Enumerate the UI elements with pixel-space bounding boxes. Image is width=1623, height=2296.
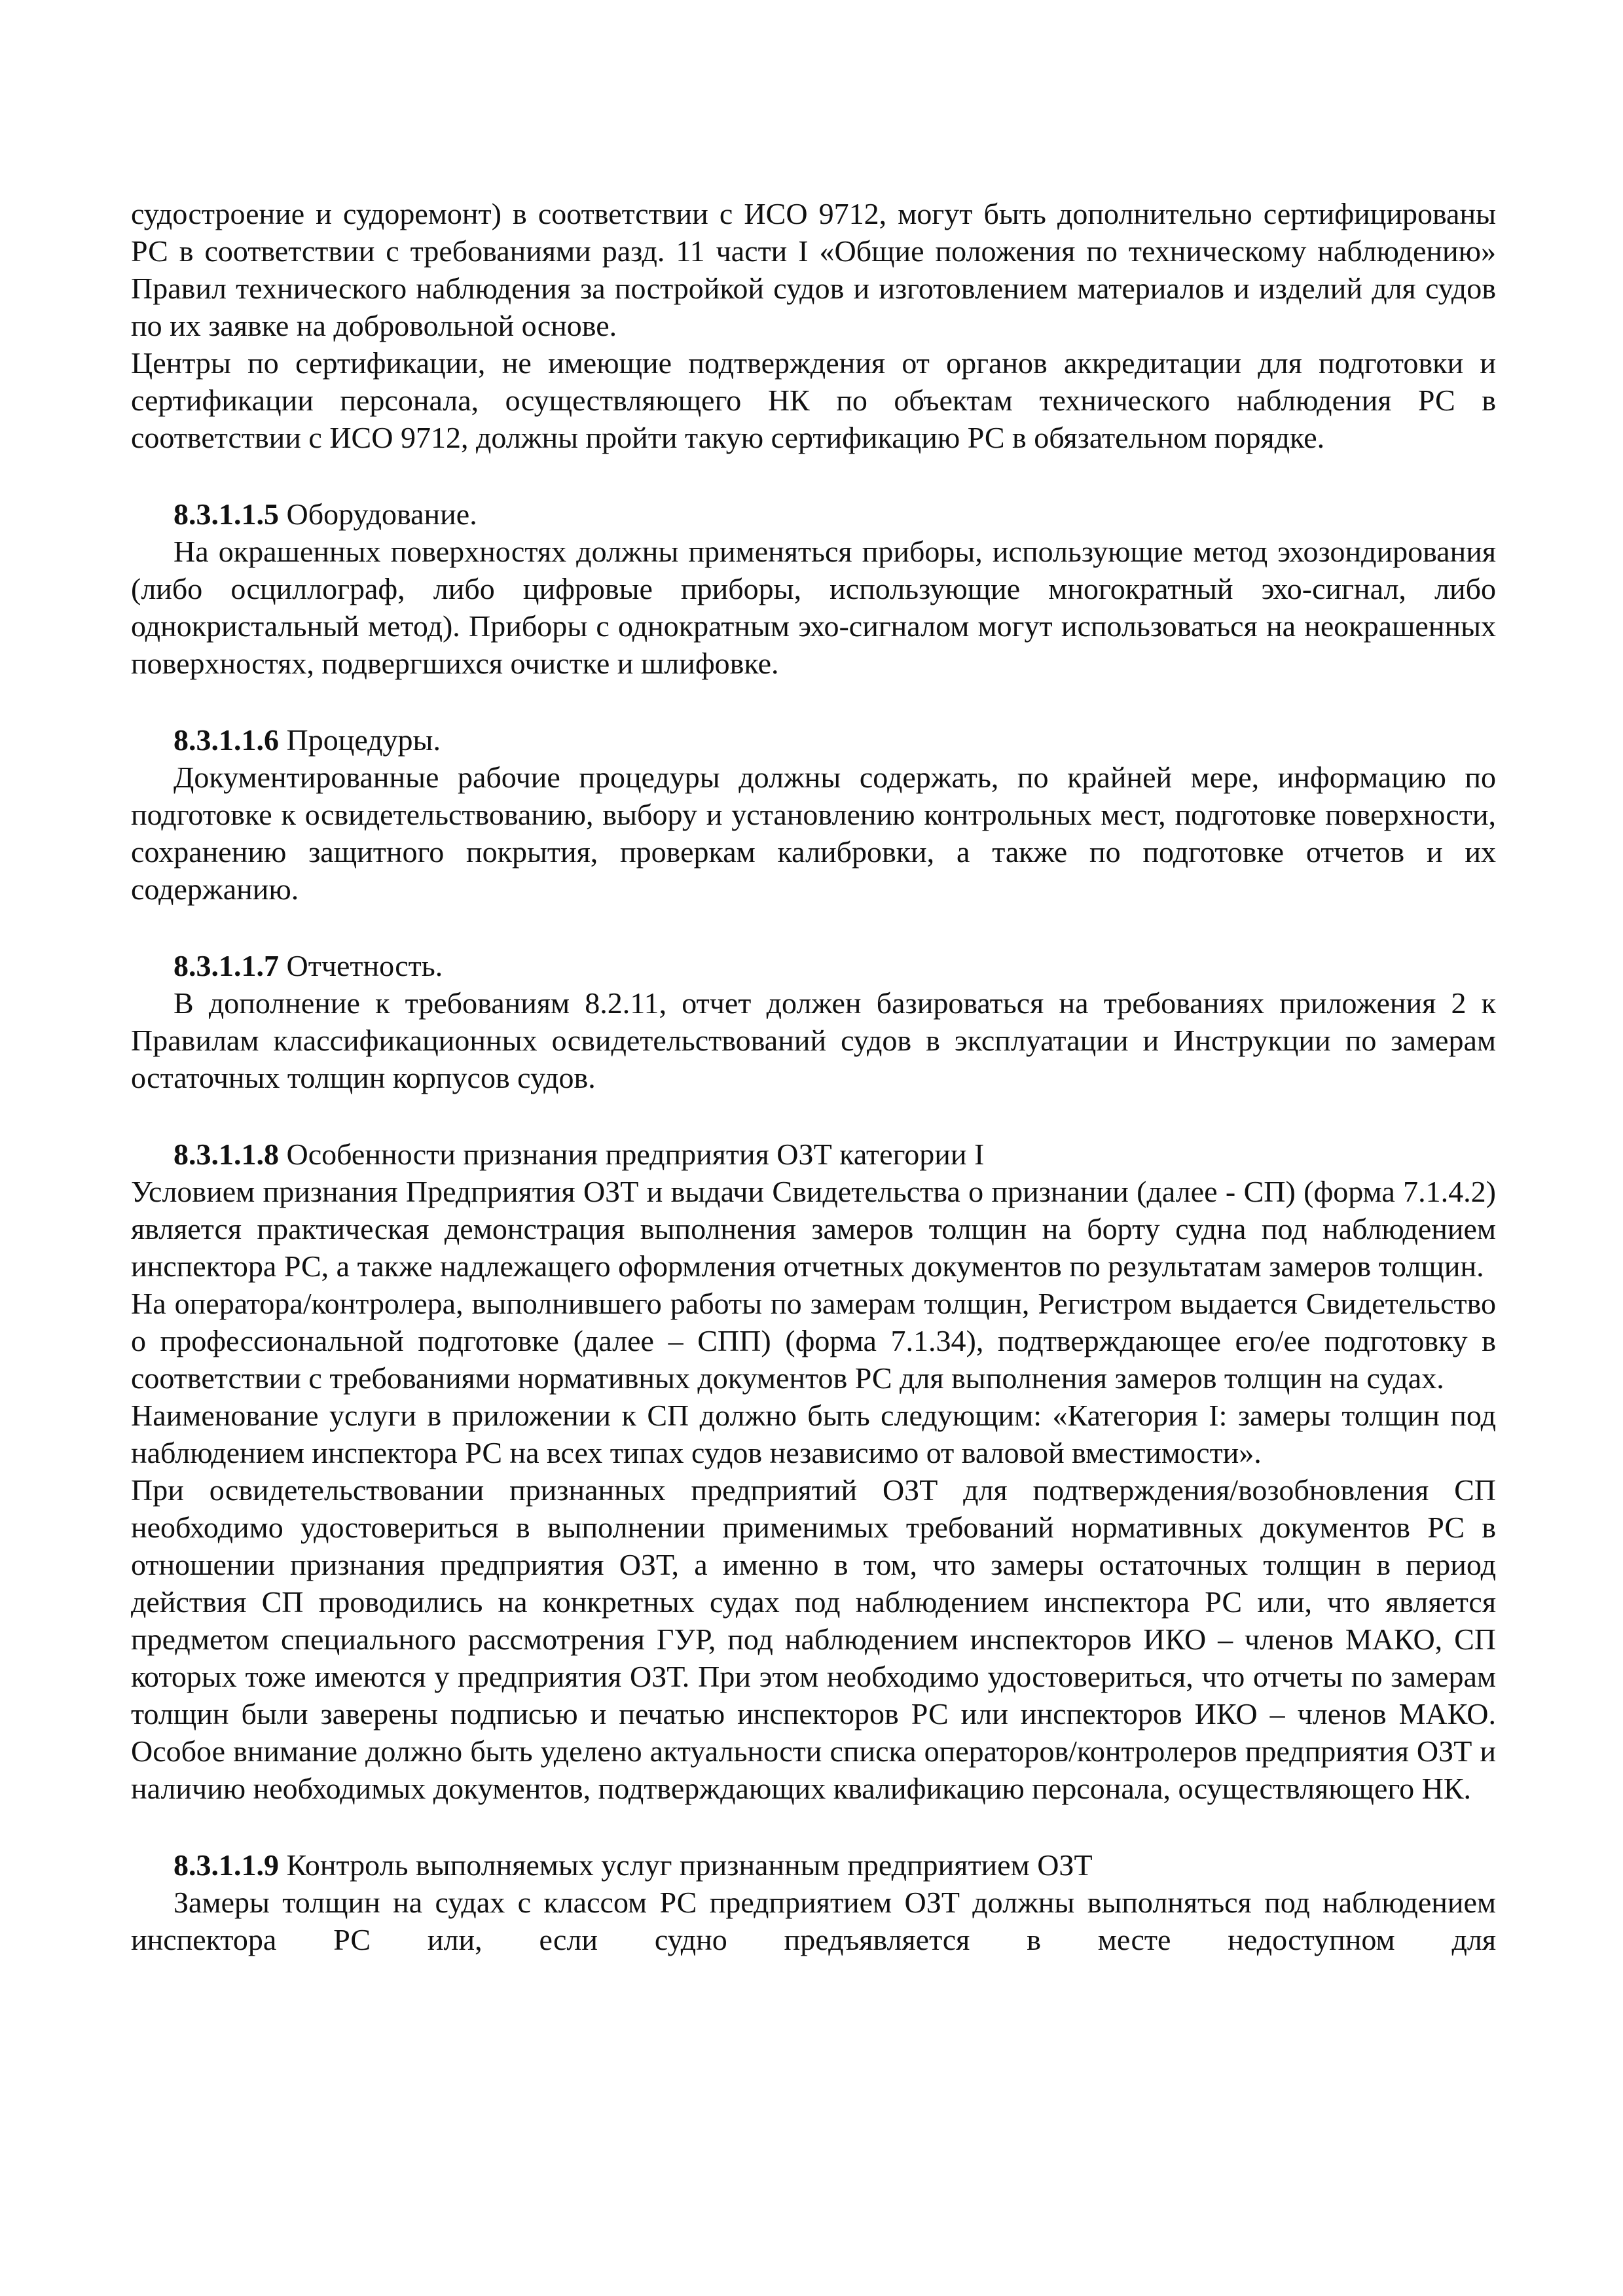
section-paragraph: Наименование услуги в приложении к СП должно быть следующим: «Категория I: замеры толщин под наблюдением инспектора РС на всех типах судов независимо от валовой вместимости». [131,1399,1496,1469]
section-number: 8.3.1.1.9 [173,1848,279,1882]
intro-paragraph-2: Центры по сертификации, не имеющие подтверждения от органов аккредитации для подготовки и сертификации персонала, осуществляющего НК по объектам технического наблюдения РС в соответствии с ИСО 9712, должны пройти такую сертификацию РС в обязательном порядке. [131,346,1496,454]
section-8-3-1-1-7 [131,947,1496,1096]
section-number: 8.3.1.1.7 [173,949,279,982]
section-paragraph: Условием признания Предприятия ОЗТ и выдачи Свидетельства о признании (далее - СП) (форма 7.1.4.2) является практическая демонстрация выполнения замеров толщин на борту судна под наблюдением инспектора РС, а также надлежащего оформления отчетных документов по результатам замеров толщин. [131,1175,1496,1283]
section-number: 8.3.1.1.8 [173,1138,279,1171]
section-paragraph: На окрашенных поверхностях должны применяться приборы, использующие метод эхозондирования (либо осциллограф, либо цифровые приборы, использующие многократный эхо-сигнал, либо однокристальный метод). Приборы с однократным эхо-сигналом могут использоваться на неокрашенных поверхностях, подвергшихся очистке и шлифовке. [131,535,1496,680]
section-title: Контроль выполняемых услуг признанным предприятием ОЗТ [279,1848,1093,1882]
section-8-3-1-1-8 [131,1136,1496,1807]
section-paragraph: В дополнение к требованиям 8.2.11, отчет должен базироваться на требованиях приложения 2 к Правилам классификационных освидетельствований судов в эксплуатации и Инструкции по замерам остаточных толщин корпусов судов. [131,986,1496,1094]
section-number: 8.3.1.1.6 [173,723,279,757]
section-8-3-1-1-9 [131,1846,1496,1958]
section-paragraph: При освидетельствовании признанных предприятий ОЗТ для подтверждения/возобновления СП необходимо удостовериться в выполнении применимых требований нормативных документов РС в отношении признания предприятия ОЗТ, а именно в том, что замеры остаточных толщин в период действия СП проводились на конкретных судах под наблюдением инспектора РС или, что является предметом специального рассмотрения ГУР, под наблюдением инспекторов ИКО – членов МАКО, СП которых тоже имеются у предприятия ОЗТ. При этом необходимо удостовериться, что отчеты по замерам толщин были заверены подписью и печатью инспекторов РС или инспекторов ИКО – членов МАКО. Особое внимание должно быть уделено актуальности списка операторов/контролеров предприятия ОЗТ и наличию необходимых документов, подтверждающих квалификацию персонала, осуществляющего НК. [131,1473,1496,1805]
section-title: Процедуры. [279,723,441,757]
section-title: Отчетность. [279,949,443,982]
section-title: Особенности признания предприятия ОЗТ категории I [279,1138,985,1171]
section-heading [131,495,1496,533]
section-title: Оборудование. [279,497,477,531]
document-page [131,195,1496,1958]
section-heading [131,721,1496,759]
section-heading [131,1136,1496,1173]
section-8-3-1-1-5 [131,495,1496,682]
section-paragraph: На оператора/контролера, выполнившего работы по замерам толщин, Регистром выдается Свидетельство о профессиональной подготовке (далее – СПП) (форма 7.1.34), подтверждающее его/ее подготовку в соответствии с требованиями нормативных документов РС для выполнения замеров толщин на судах. [131,1287,1496,1395]
section-paragraph: Замеры толщин на судах с классом РС предприятием ОЗТ должны выполняться под наблюдением инспектора РС или, если судно предъявляется в месте недоступном для [131,1886,1496,1956]
intro-paragraph-1: судостроение и судоремонт) в соответствии с ИСО 9712, могут быть дополнительно сертифицированы РС в соответствии с требованиями разд. 11 части I «Общие положения по техническому наблюдению» Правил технического наблюдения за постройкой судов и изготовлением материалов и изделий для судов по их заявке на добровольной основе. [131,197,1496,342]
section-number: 8.3.1.1.5 [173,497,279,531]
section-heading [131,947,1496,984]
section-paragraph: Документированные рабочие процедуры должны содержать, по крайней мере, информацию по подготовке к освидетельствованию, выбору и установлению контрольных мест, подготовке поверхности, сохранению защитного покрытия, проверкам калибровки, а также по подготовке отчетов и их содержанию. [131,761,1496,906]
section-heading [131,1846,1496,1884]
section-8-3-1-1-6 [131,721,1496,908]
